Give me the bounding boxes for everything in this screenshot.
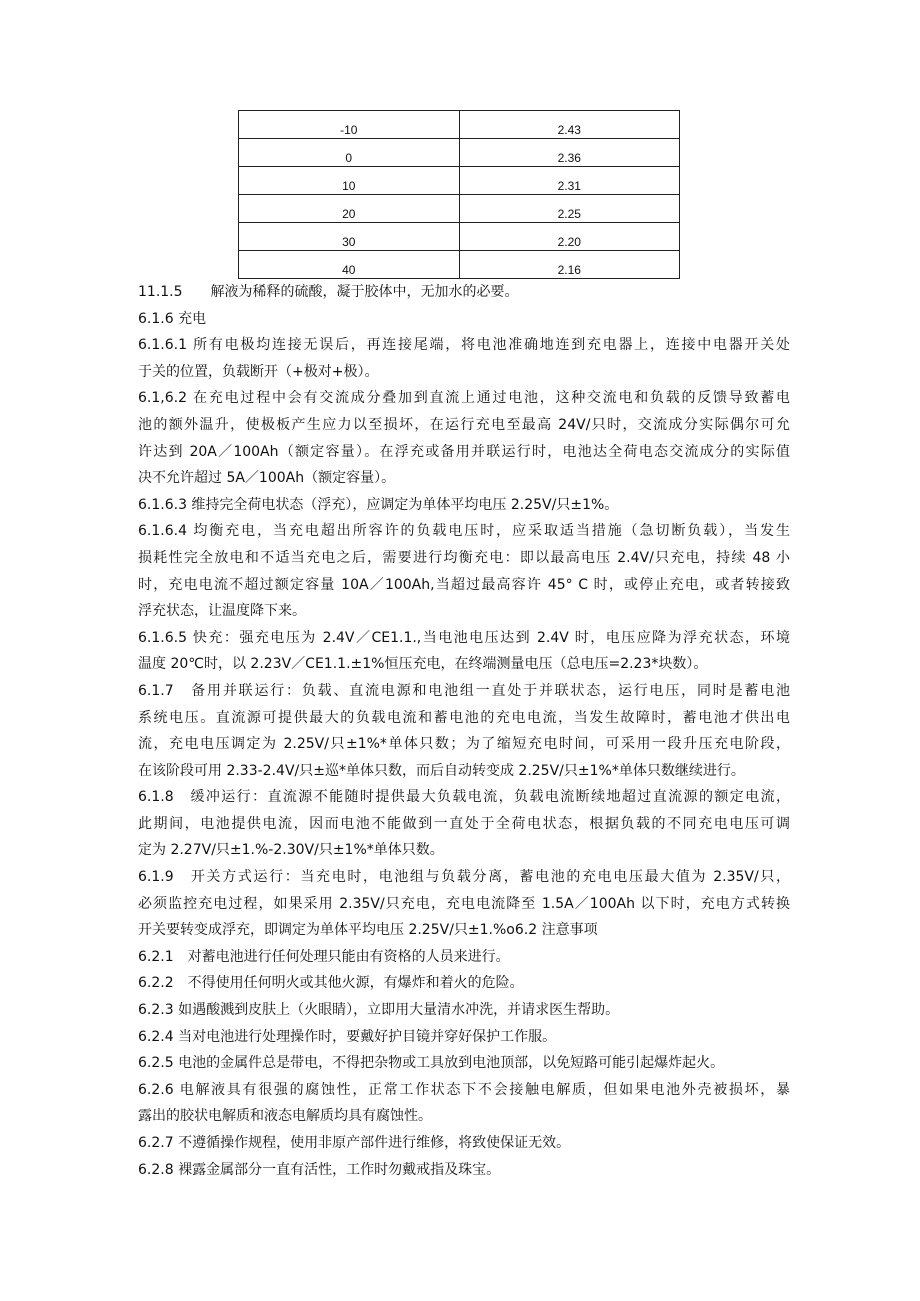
- text-line: 6.2.8 裸露金属部分一直有活性，工作时勿戴戒指及珠宝。: [138, 1161, 501, 1178]
- paragraph: [138, 1130, 790, 1157]
- text-line: 损耗性完全放电和不适当充电之后，需要进行均衡充电：即以最高电压 2.4V/只充电，持续 48 小: [138, 549, 790, 566]
- text-line: 开关要转变成浮充，即调定为单体平均电压 2.25V/只±1.%o6.2 注意事项: [138, 922, 598, 939]
- temperature-cell: 40: [239, 251, 460, 279]
- voltage-cell: 2.25: [459, 195, 680, 223]
- voltage-cell: 2.16: [459, 251, 680, 279]
- paragraph: [138, 625, 790, 678]
- text-line: 6.1.9 开关方式运行：当充电时，电池组与负载分离，蓄电池的充电电压最大值为 2.35V/只，: [138, 869, 790, 886]
- text-line: 流，充电电压调定为 2.25V/只±1%*单体只数；为了缩短充电时间，可采用一段升压充电阶段，: [138, 736, 790, 753]
- paragraph: [138, 518, 790, 624]
- text-line: 温度 20℃时，以 2.23V／CE1.1.±1%恒压充电，在终端测量电压（总电压=2.23*块数）。: [138, 656, 708, 673]
- table-row: [239, 111, 680, 139]
- temperature-cell: 10: [239, 167, 460, 195]
- table-row: [239, 195, 680, 223]
- text-line: 6.2.3 如遇酸溅到皮肤上（火眼睛），立即用大量清水冲洗，并请求医生帮助。: [138, 1002, 620, 1019]
- paragraph: [138, 1157, 790, 1184]
- text-line: 6.1.6.4 均衡充电，当充电超出所容许的负载电压时，应采取适当措施（急切断负载），当发生: [138, 523, 790, 540]
- text-line: 在该阶段可用 2.33-2.4V/只±巡*单体只数，而后自动转变成 2.25V/只±1%*单体只数继续进行。: [138, 762, 745, 779]
- paragraph: [138, 332, 790, 385]
- text-line: 定为 2.27V/只±1.%-2.30V/只±1%*单体只数。: [138, 842, 444, 859]
- paragraph: [138, 279, 790, 306]
- temperature-voltage-table: [238, 110, 680, 279]
- text-line: 6.2.6 电解液具有很强的腐蚀性，正常工作状态下不会接触电解质，但如果电池外壳被损坏，暴: [138, 1081, 790, 1098]
- text-line: 6.1.8 缓冲运行：直流源不能随时提供最大负载电流，负载电流断续地超过直流源的额定电流，: [138, 789, 790, 806]
- paragraph: [138, 385, 790, 491]
- text-line: 6.2.1 对蓄电池进行任何处理只能由有资格的人员来进行。: [138, 948, 510, 965]
- paragraph: [138, 944, 790, 971]
- paragraph: [138, 970, 790, 997]
- paragraph: [138, 784, 790, 864]
- table-row: [239, 223, 680, 251]
- paragraph: [138, 306, 790, 333]
- text-line: 浮充状态，让温度降下来。: [138, 603, 306, 620]
- text-line: 6.1.7 备用并联运行：负载、直流电源和电池组一直处于并联状态，运行电压，同时是蓄电池: [138, 682, 790, 699]
- text-line: 6.1.6 充电: [138, 310, 207, 327]
- paragraph: [138, 1024, 790, 1051]
- voltage-cell: 2.31: [459, 167, 680, 195]
- table-row: [239, 139, 680, 167]
- text-line: 必须监控充电过程，如果采用 2.35V/只充电，充电电流降至 1.5A／100Ah 以下时，充电方式转换: [138, 895, 790, 912]
- paragraph: [138, 997, 790, 1024]
- temperature-cell: -10: [239, 111, 460, 139]
- text-line: 许达到 20A／100Ah（额定容量）。在浮充或备用并联运行时，电池达全荷电态交流成分的实际值: [138, 443, 790, 460]
- text-line: 此期间，电池提供电流，因而电池不能做到一直处于全荷电状态，根据负载的不同充电电压可调: [138, 815, 790, 832]
- text-line: 6.2.7 不遵循操作规程，使用非原产部件进行维修，将致使保证无效。: [138, 1135, 571, 1151]
- text-line: 露出的胶状电解质和液态电解质均具有腐蚀性。: [138, 1108, 432, 1125]
- text-line: 6.1.6.5 快充：强充电压为 2.4V／CE1.1.,当电池电压达到 2.4V 时，电压应降为浮充状态，环境: [138, 629, 790, 646]
- voltage-cell: 2.20: [459, 223, 680, 251]
- voltage-cell: 2.43: [459, 111, 680, 139]
- text-line: 6.2.2 不得使用任何明火或其他火源，有爆炸和着火的危险。: [138, 975, 524, 992]
- paragraph: [138, 678, 790, 784]
- text-line: 11.1.5 解液为稀释的硫酸，凝于胶体中，无加水的必要。: [138, 284, 519, 300]
- text-line: 6.1,6.2 在充电过程中会有交流成分叠加到直流上通过电池，这种交流电和负载的反馈导致蓄电: [138, 390, 790, 407]
- text-line: 6.1.6.1 所有电极均连接无误后，再连接尾端，将电池准确地连到充电器上，连接中电器开关处: [138, 337, 790, 354]
- temperature-cell: 0: [239, 139, 460, 167]
- temperature-cell: 30: [239, 223, 460, 251]
- text-line: 6.2.4 当对电池进行处理操作时，要戴好护目镜并穿好保护工作服。: [138, 1028, 557, 1045]
- text-line: 系统电压。直流源可提供最大的负载电流和蓄电池的充电电流，当发生故障时，蓄电池才供出电: [138, 709, 790, 726]
- paragraph: [138, 1077, 790, 1130]
- temperature-cell: 20: [239, 195, 460, 223]
- text-line: 决不允许超过 5A／100Ah（额定容量）。: [138, 470, 396, 487]
- text-line: 6.2.5 电池的金属件总是带电，不得把杂物或工具放到电池顶部，以免短路可能引起爆炸起火。: [138, 1055, 725, 1072]
- paragraph: [138, 492, 790, 519]
- text-line: 池的额外温升，使极板产生应力以至损坏，在运行充电至最高 24V/只时，交流成分实际偶尔可允: [138, 416, 790, 433]
- paragraph: [138, 864, 790, 944]
- text-line: 于关的位置，负载断开（+极对+极）。: [138, 363, 379, 380]
- document-body: [138, 279, 790, 1183]
- text-line: 时，充电电流不超过额定容量 10A／100Ah,当超过最高容许 45° C 时，或停止充电，或者转接致: [138, 576, 790, 593]
- voltage-cell: 2.36: [459, 139, 680, 167]
- text-line: 6.1.6.3 维持完全荷电状态（浮充），应调定为单体平均电压 2.25V/只±1%。: [138, 496, 619, 513]
- paragraph: [138, 1050, 790, 1077]
- table-row: [239, 167, 680, 195]
- table-row: [239, 251, 680, 279]
